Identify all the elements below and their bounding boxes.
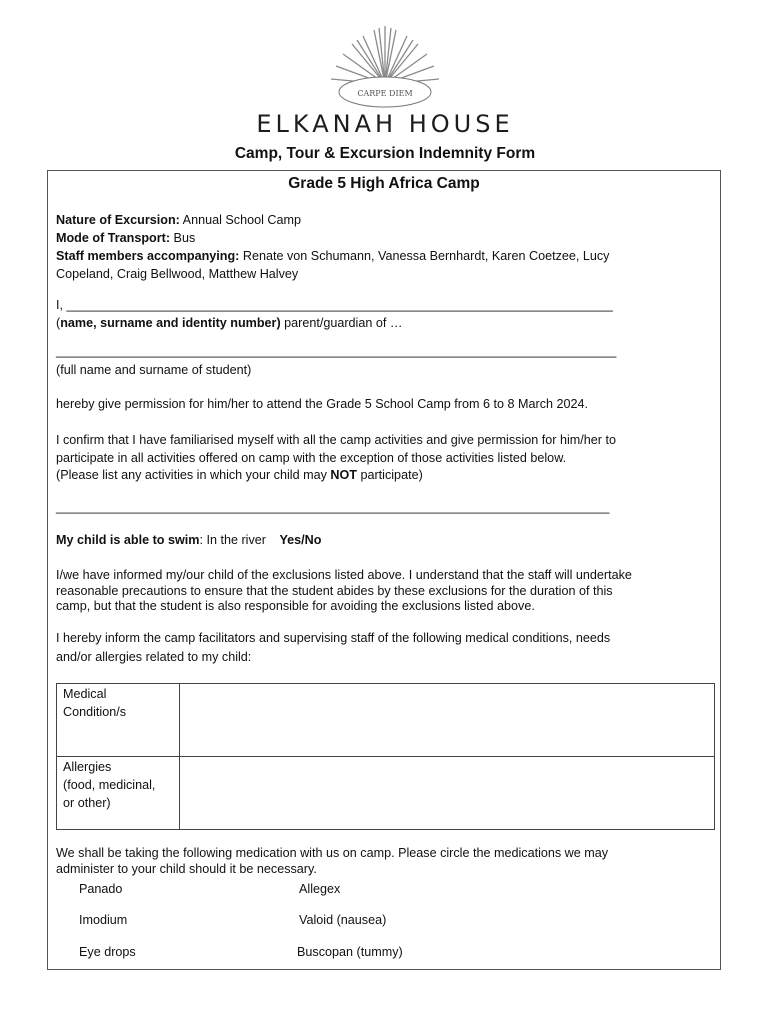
medication-buscopan[interactable]: Buscopan (tummy) [297,945,403,959]
allergies-label-cell [57,757,180,830]
school-name: ELKANAH HOUSE [256,110,514,138]
medication-allegex[interactable]: Allegex [299,882,341,896]
allergies-label-1: Allergies [63,760,112,774]
swim-row [56,532,321,548]
staff-label: Staff members accompanying: [56,249,240,263]
medication-panado[interactable]: Panado [79,882,123,896]
sunburst-logo-icon [310,22,460,110]
confirm-post: participate) [360,468,423,482]
medical-label-1: Medical [63,687,107,701]
activities-field[interactable]: _______________________________________________________________________________ [56,500,610,514]
allergies-row [57,757,715,830]
medical-row [57,684,715,757]
transport-label: Mode of Transport: [56,231,171,245]
staff-row [56,248,609,264]
school-logo [0,22,770,110]
confirm-text-line1: I confirm that I have familiarised myself with all the camp activities and give permission for him/her to [56,433,616,447]
permission-text: hereby give permission for him/her to attend the Grade 5 School Camp from 6 to 8 March 2024. [56,397,589,411]
logo-motto: CARPE DIEM [357,89,413,98]
staff-value: Renate von Schumann, Vanessa Bernhardt, Karen Coetzee, Lucy [242,249,610,263]
allergies-input[interactable] [180,757,715,830]
nature-row [56,212,301,228]
parent-hint-bold: name, surname and identity number) [60,316,281,330]
allergies-label-2: (food, medicinal, [63,778,156,792]
confirm-pre: (Please list any activities in which your child may [56,468,327,482]
grade-title: Grade 5 High Africa Camp [288,175,480,192]
inform-line1: I hereby inform the camp facilitators and supervising staff of the following medical conditions, needs [56,631,611,645]
medical-conditions-input[interactable] [180,684,715,757]
form-container [47,170,721,970]
exclusions-line1: I/we have informed my/our child of the exclusions listed above. I understand that the staff will undertake [56,568,632,582]
medication-valoid[interactable]: Valoid (nausea) [299,913,387,927]
confirm-not: NOT [330,468,357,482]
medication-line1: We shall be taking the following medication with us on camp. Please circle the medications we may [56,846,609,860]
swim-where: In the river [206,533,266,547]
medication-line2: administer to your child should it be necessary. [56,862,317,876]
medication-eye-drops[interactable]: Eye drops [79,945,136,959]
nature-label: Nature of Excursion: [56,213,180,227]
student-name-field[interactable]: ________________________________________________________________________________ [56,344,617,358]
nature-value: Annual School Camp [182,213,301,227]
medication-imodium[interactable]: Imodium [79,913,128,927]
student-hint: (full name and surname of student) [56,363,252,377]
medical-label-cell [57,684,180,757]
swim-colon: : [199,533,203,547]
swim-label: My child is able to swim [56,533,200,547]
confirm-text-line2: participate in all activities offered on camp with the exception of those activities listed below. [56,451,567,465]
confirm-text-line3 [56,467,423,483]
staff-value-continued: Copeland, Craig Bellwood, Matthew Halvey [56,267,299,281]
transport-value: Bus [173,231,196,245]
parent-name-field[interactable]: I, ______________________________________________________________________________ [56,298,613,312]
swim-answer[interactable]: Yes/No [279,533,322,547]
medical-table [56,683,715,830]
exclusions-line3: camp, but that the student is also responsible for avoiding the exclusions listed above. [56,599,535,613]
form-title: Camp, Tour & Excursion Indemnity Form [234,145,536,162]
inform-line2: and/or allergies related to my child: [56,650,252,664]
parent-hint-rest: parent/guardian of … [284,316,403,330]
parent-hint [56,315,402,331]
allergies-label-3: or other) [63,796,111,810]
medical-label-2: Condition/s [63,705,127,719]
transport-row [56,230,195,246]
exclusions-line2: reasonable precautions to ensure that the student abides by these exclusions for the duration of this [56,584,613,598]
parent-hint-open: ( [56,316,61,330]
